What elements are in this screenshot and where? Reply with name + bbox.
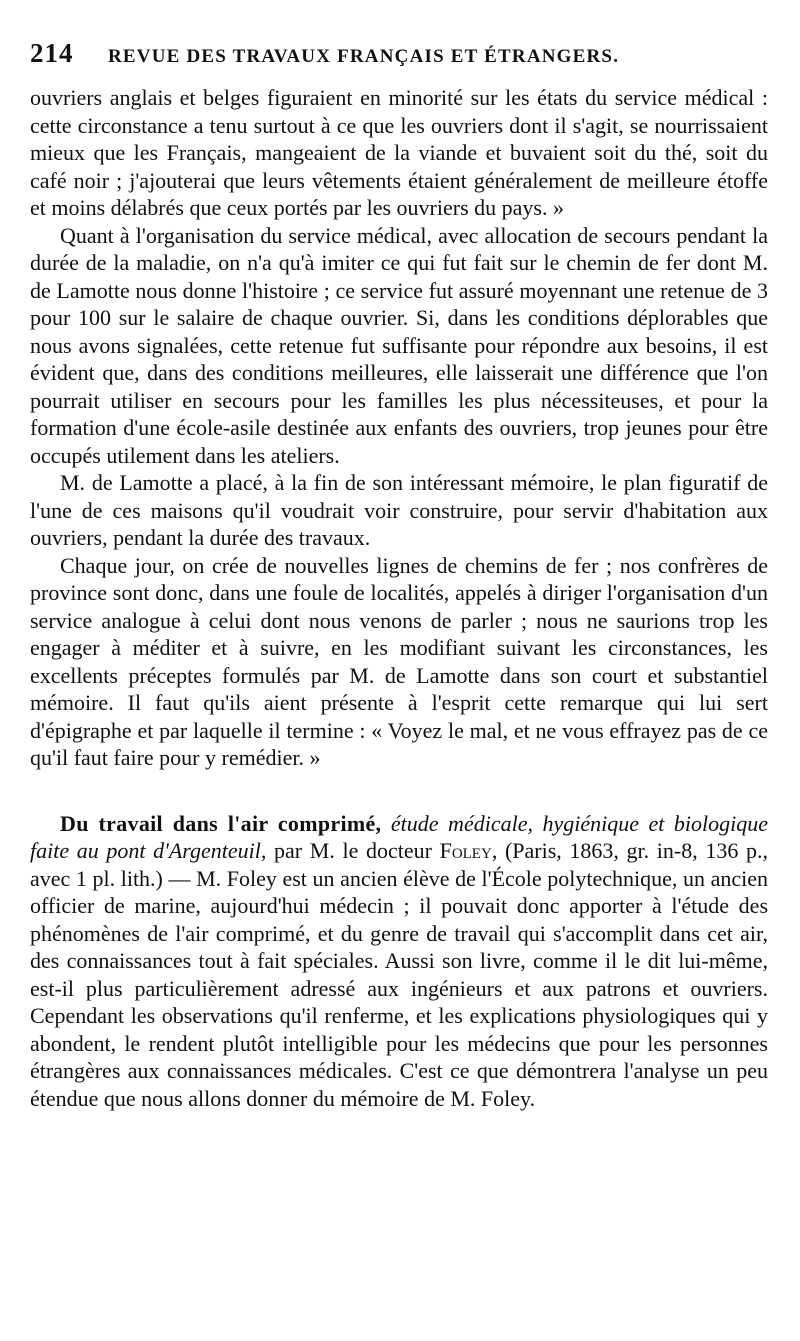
running-head bbox=[30, 38, 768, 78]
journal-title: REVUE DES TRAVAUX FRANÇAIS ET ÉTRANGERS. bbox=[108, 46, 620, 67]
review-details: , (Paris, 1863, gr. in-8, 136 p., avec 1 pl. lith.) — M. Foley est un ancien élève de l'École polytechnique, un ancien officier de marine, aujourd'hui médecin ; il pouvait donc apporter à l'étude des phénomènes de l'air comprimé, et du genre de travail qui s'accomplit dans cet air, des connaissances tout à fait spéciales. Aussi son livre, comme il le dit lui-même, est-il plus particulièrement adressé aux ingénieurs et aux patrons et ouvriers. Cependant les observations qu'il renferme, et les explications physiologiques qui y abondent, le rendent plutôt intelligible pour les médecins que pour les personnes étrangères aux connaissances médicales. C'est ce que démontrera l'analyse un peu étendue que nous allons donner du mémoire de M. Foley. bbox=[30, 838, 769, 1111]
paragraph-medical-service: Quant à l'organisation du service médical, avec allocation de secours pendant la durée de la maladie, on n'a qu'à imiter ce qui fut fait sur le chemin de fer dont M. de Lamotte nous donne l'histoire ; ce service fut assuré moyennant une retenue de 3 pour 100 sur le salaire de chaque ouvrier. Si, dans les conditions déplorables que nous avons signalées, cette retenue fut suffisante pour répondre aux besoins, il est évident que, dans des conditions meilleures, elle laisserait une différence que l'on pourrait utiliser en secours pour les familles les plus nécessiteuses, et pour la formation d'une école-asile destinée aux enfants des ouvriers, trop jeunes pour être occupés utilement dans les ateliers. bbox=[30, 222, 768, 468]
review-title: Du travail dans l'air comprimé, bbox=[60, 810, 382, 836]
paragraph-housing-plan: M. de Lamotte a placé, à la fin de son intéressant mémoire, le plan figuratif de l'une de ces maisons qu'il voudrait voir construire, pour servir d'habitation aux ouvriers, pendant la durée des travaux. bbox=[30, 470, 768, 550]
review-subtitle: étude médicale, hygiénique et biologique faite au pont d'Argenteuil, bbox=[30, 810, 769, 863]
review-author: Foley bbox=[439, 838, 492, 863]
paragraph-railway-lines: Chaque jour, on crée de nouvelles lignes de chemins de fer ; nos confrères de province sont donc, dans une foule de localités, appelés à diriger l'organisation d'un service analogue à celui dont nous venons de parler ; nous ne saurions trop les engager à méditer et à suivre, en les modifiant suivant les circonstances, les excellents préceptes formulés par M. de Lamotte dans son court et substantiel mémoire. Il faut qu'ils aient présente à l'esprit cette remarque qui lui sert d'épigraphe et par laquelle il termine : « Voyez le mal, et ne vous effrayez pas de ce qu'il faut faire pour y remédier. » bbox=[30, 552, 768, 770]
section-gap bbox=[30, 772, 768, 810]
review-by: par M. le docteur bbox=[274, 838, 432, 863]
page-number: 214 bbox=[30, 38, 74, 68]
paragraph-continuation: ouvriers anglais et belges figuraient en minorité sur les états du service médical : cette circonstance a tenu surtout à ce que les ouvriers dont il s'agit, se nourrissaient mieux que les Français, mangeaient de la viande et buvaient soit du thé, soit du café noir ; j'ajouterai que leurs vêtements étaient généralement de meilleure étoffe et moins délabrés que ceux portés par les ouvriers du pays. » bbox=[30, 85, 768, 220]
document-page bbox=[30, 38, 768, 1112]
review-entry bbox=[30, 810, 768, 1113]
